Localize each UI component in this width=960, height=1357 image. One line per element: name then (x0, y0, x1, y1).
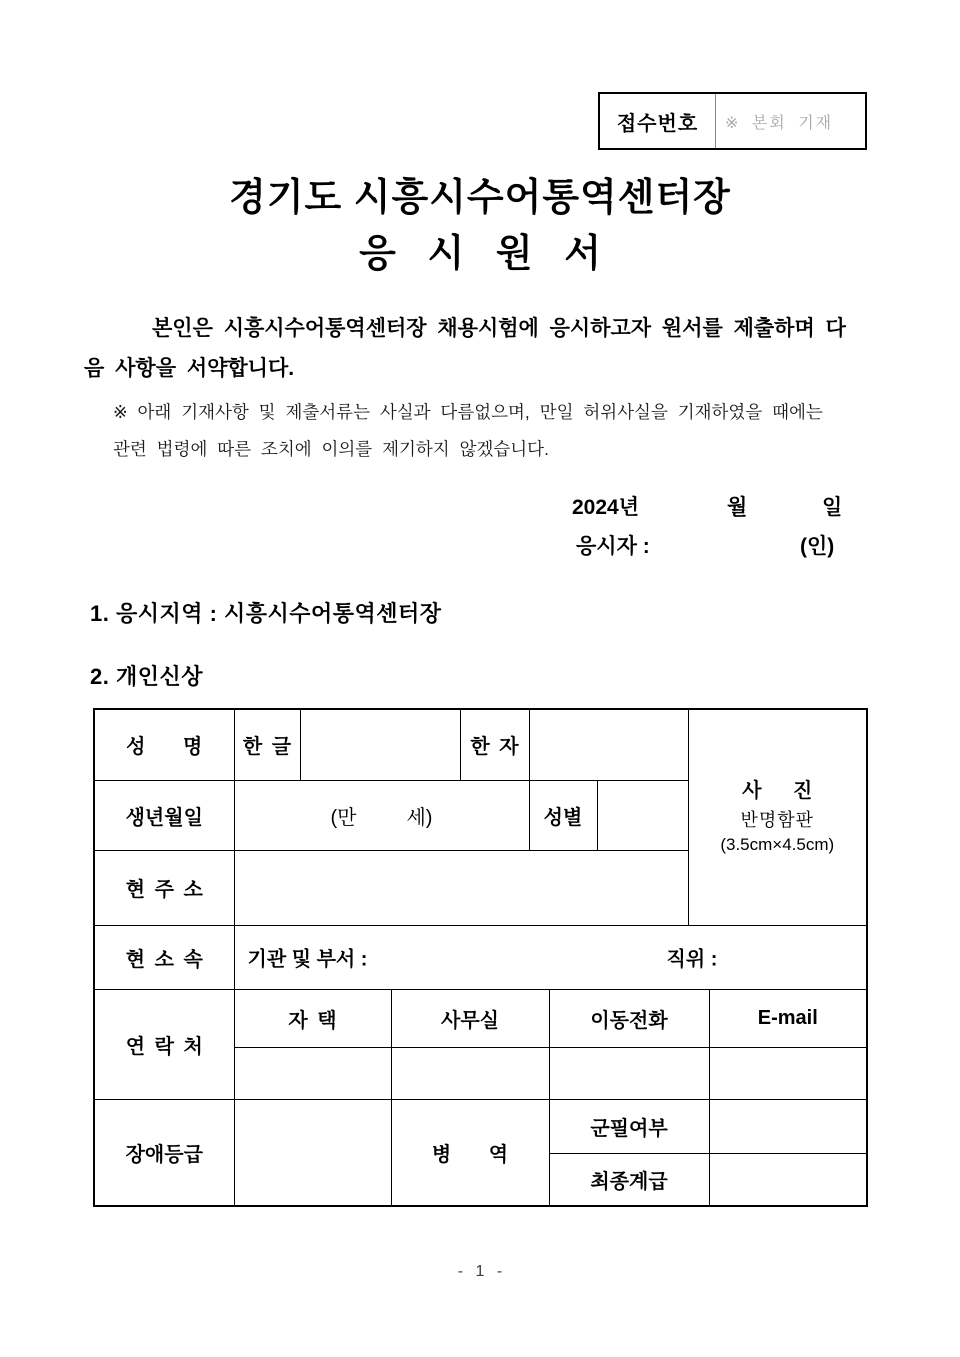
disability-field[interactable] (234, 1099, 391, 1206)
affiliation-field[interactable] (234, 925, 867, 989)
date-day: 일 (822, 495, 843, 519)
contact-home-field[interactable] (234, 1047, 391, 1099)
name-hangul-field[interactable] (300, 709, 460, 780)
form-title-line2: 응 시 원 서 (359, 233, 601, 275)
seal-mark: (인) (800, 534, 835, 558)
military-label: 병 역 (391, 1099, 549, 1206)
photo-type: 반명함판 (740, 810, 815, 831)
table-row (94, 1099, 867, 1153)
gender-label: 성별 (529, 780, 597, 850)
notice-line2: 관련 법령에 따른 조치에 이의를 제기하지 않겠습니다. (113, 439, 549, 459)
section-1-heading: 1. 응시지역 : 시흥시수어통역센터장 (90, 601, 442, 626)
org-dept-label: 기관 및 부서 : (247, 948, 368, 971)
date-month: 월 (727, 495, 748, 519)
notice-line1: ※ 아래 기재사항 및 제출서류는 사실과 다름없으며, 만일 허위사실을 기재하였을 때에는 (113, 402, 823, 422)
photo-title: 사 진 (742, 780, 813, 803)
form-title-line1: 경기도 시흥시수어통역센터장 (229, 177, 731, 219)
position-label: 직위 : (666, 948, 718, 971)
address-field[interactable] (234, 850, 688, 925)
hangul-label: 한 글 (234, 709, 300, 780)
military-status-label: 군필여부 (549, 1099, 709, 1153)
gender-field[interactable] (597, 780, 688, 850)
contact-office-field[interactable] (391, 1047, 549, 1099)
contact-mobile-field[interactable] (549, 1047, 709, 1099)
personal-info-table (93, 708, 868, 1207)
final-rank-field[interactable] (709, 1153, 867, 1206)
notice-paragraph (113, 394, 893, 468)
applicant-line (572, 525, 872, 564)
reception-number-label: 접수번호 (600, 94, 716, 148)
pledge-paragraph (84, 309, 889, 389)
table-row (94, 989, 867, 1047)
table-row (94, 925, 867, 989)
reception-number-box (598, 92, 867, 150)
signature-block (572, 486, 872, 564)
hanja-label: 한 자 (460, 709, 529, 780)
contact-header-email: E-mail (709, 989, 867, 1047)
contact-email-field[interactable] (709, 1047, 867, 1099)
name-hanja-field[interactable] (529, 709, 688, 780)
date-year: 2024년 (572, 495, 640, 519)
military-status-field[interactable] (709, 1099, 867, 1153)
birth-date-field[interactable]: (만 세) (234, 780, 529, 850)
table-row (94, 709, 867, 780)
applicant-label: 응시자 : (576, 534, 650, 558)
final-rank-label: 최종계급 (549, 1153, 709, 1206)
contact-header-mobile: 이동전화 (549, 989, 709, 1047)
photo-size: (3.5cm×4.5cm) (720, 834, 835, 854)
contact-header-office: 사무실 (391, 989, 549, 1047)
page-number: - 1 - (457, 1263, 503, 1280)
pledge-line2: 음 사항을 서약합니다. (84, 357, 295, 380)
photo-box (688, 709, 867, 925)
name-label: 성 명 (94, 709, 234, 780)
disability-label: 장애등급 (94, 1099, 234, 1206)
address-label: 현 주 소 (94, 850, 234, 925)
contact-header-home: 자 택 (234, 989, 391, 1047)
section-2-heading: 2. 개인신상 (90, 664, 203, 689)
affiliation-label: 현 소 속 (94, 925, 234, 989)
contact-label: 연 락 처 (94, 989, 234, 1099)
office-use-note: ※ 본회 기재 (725, 114, 834, 132)
date-line (572, 486, 872, 525)
pledge-line1: 본인은 시흥시수어통역센터장 채용시험에 응시하고자 원서를 제출하며 다 (152, 317, 846, 340)
birth-date-label: 생년월일 (94, 780, 234, 850)
